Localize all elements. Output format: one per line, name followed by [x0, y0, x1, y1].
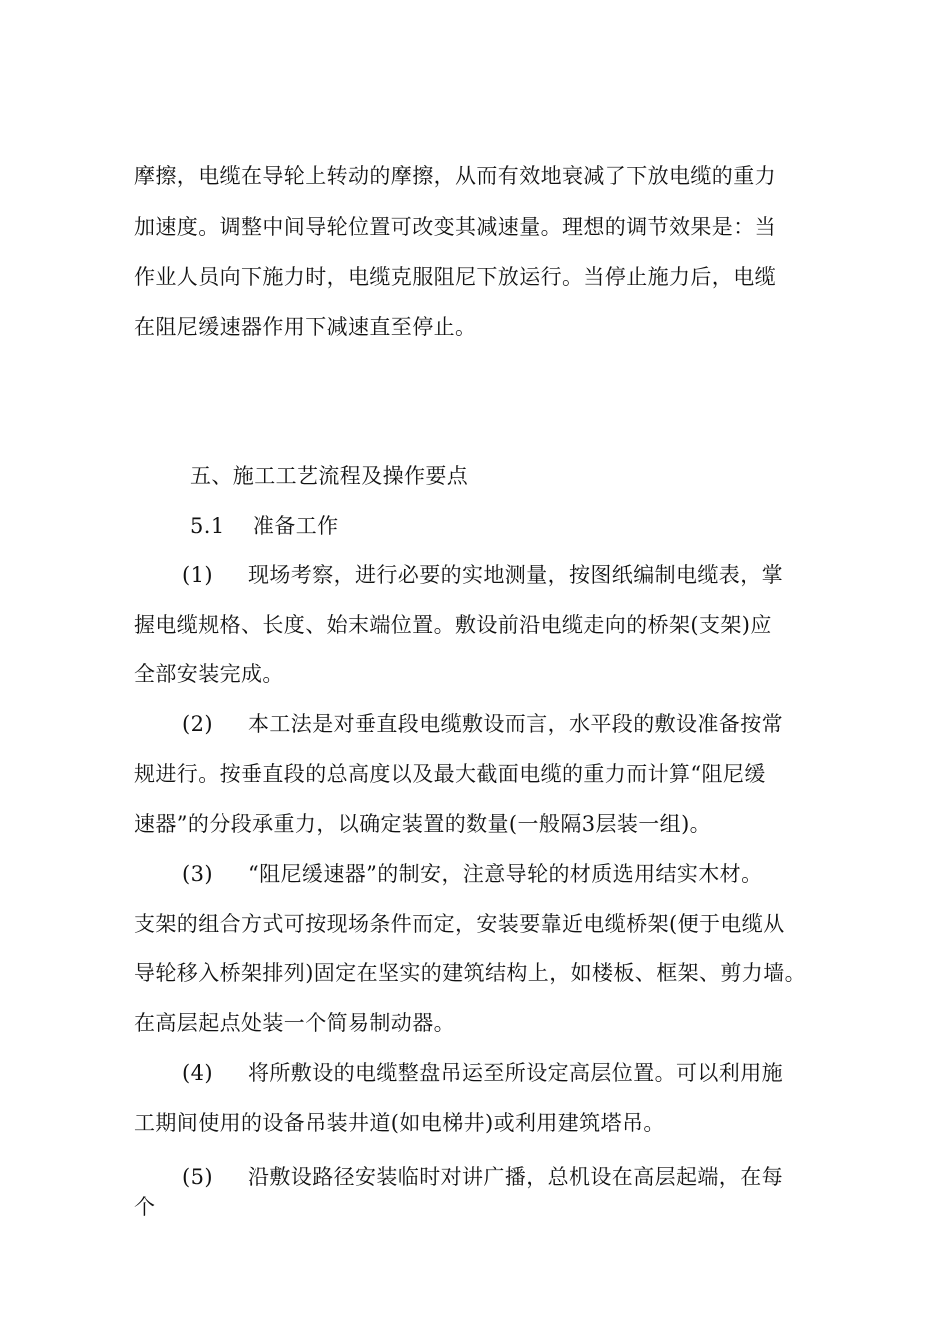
item-3-first-line [182, 860, 762, 888]
intro-line-1: 摩擦，电缆在导轮上转动的摩擦，从而有效地衰减了下放电缆的重力 [134, 164, 776, 188]
item-4-label: (4) [182, 1061, 213, 1085]
subsection-title: 准备工作 [252, 514, 339, 538]
item-3-line-3: 导轮移入桥架排列)固定在坚实的建筑结构上，如楼板、框架、剪力墙。 [134, 961, 806, 985]
item-2-line-3: 速器”的分段承重力，以确定装置的数量(一般隔3层装一组)。 [134, 812, 712, 836]
item-1-label: (1) [182, 563, 213, 587]
intro-line-3: 作业人员向下施力时，电缆克服阻尼下放运行。当停止施力后，电缆 [134, 265, 776, 289]
item-5-text: 沿敷设路径安装临时对讲广播，总机设在高层起端，在每 [248, 1165, 783, 1189]
section-heading: 五、施工工艺流程及操作要点 [190, 464, 469, 488]
item-5-label: (5) [182, 1165, 213, 1189]
intro-line-2: 加速度。调整中间导轮位置可改变其减速量。理想的调节效果是：当 [134, 215, 776, 239]
subsection-heading [190, 512, 339, 540]
item-2-text: 本工法是对垂直段电缆敷设而言，水平段的敷设准备按常 [248, 712, 783, 736]
item-3-line-2: 支架的组合方式可按现场条件而定，安装要靠近电缆桥架(便于电缆从 [134, 912, 785, 936]
intro-line-4: 在阻尼缓速器作用下减速直至停止。 [134, 315, 477, 339]
item-1-line-3: 全部安装完成。 [134, 662, 284, 686]
item-2-first-line [182, 710, 783, 738]
item-5-line-2: 个 [134, 1195, 156, 1219]
item-4-line-2: 工期间使用的设备吊装井道(如电梯井)或利用建筑塔吊。 [134, 1111, 665, 1135]
item-3-line-4: 在高层起点处装一个简易制动器。 [134, 1011, 455, 1035]
item-3-label: (3) [182, 862, 213, 886]
subsection-number: 5.1 [190, 514, 225, 538]
item-1-first-line [182, 561, 783, 589]
item-4-text: 将所敷设的电缆整盘吊运至所设定高层位置。可以利用施 [248, 1061, 783, 1085]
item-3-text: “阻尼缓速器”的制安，注意导轮的材质选用结实木材。 [248, 862, 763, 886]
item-2-line-2: 规进行。按垂直段的总高度以及最大截面电缆的重力而计算“阻尼缓 [134, 762, 766, 786]
item-4-first-line [182, 1059, 783, 1087]
item-1-text: 现场考察，进行必要的实地测量，按图纸编制电缆表，掌 [248, 563, 783, 587]
item-2-label: (2) [182, 712, 213, 736]
item-1-line-2: 握电缆规格、长度、始末端位置。敷设前沿电缆走向的桥架(支架)应 [134, 613, 772, 637]
item-5-first-line [182, 1163, 783, 1191]
